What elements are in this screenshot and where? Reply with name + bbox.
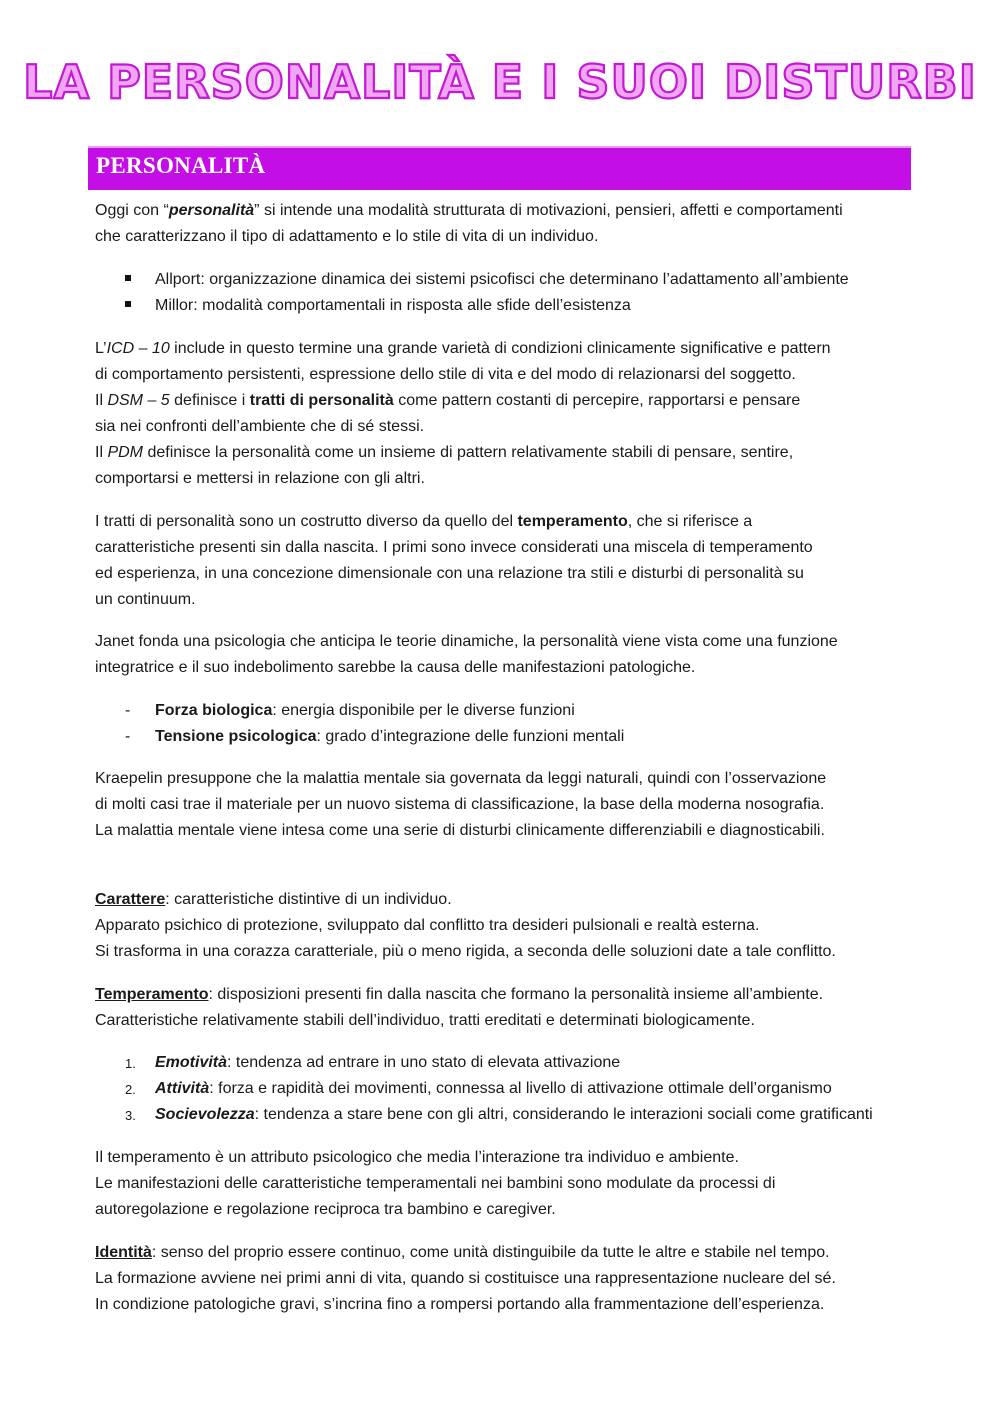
paragraph-line: ed esperienza, in una concezione dimensionale con una relazione tra stili e disturbi di personalità su bbox=[95, 565, 804, 582]
paragraph-line: Oggi con “personalità” si intende una modalità strutturata di motivazioni, pensieri, affetti e comportamenti bbox=[95, 202, 843, 219]
list-item: Forza biologica: energia disponibile per le diverse funzioni bbox=[155, 702, 575, 719]
term-temperamento: Temperamento bbox=[95, 986, 209, 1003]
paragraph-line: di comportamento persistenti, espressione dello stile di vita e del modo di relazionarsi del soggetto. bbox=[95, 366, 796, 383]
list-item: Allport: organizzazione dinamica dei sistemi psicofisci che determinano l’adattamento all’ambiente bbox=[155, 271, 849, 288]
list-item: Emotività: tendenza ad entrare in uno stato di elevata attivazione bbox=[155, 1054, 621, 1071]
bullet-square-icon bbox=[125, 267, 131, 293]
list-item: Socievolezza: tendenza a stare bene con gli altri, considerando le interazioni sociali come gratificanti bbox=[155, 1106, 873, 1123]
paragraph-line: caratteristiche presenti sin dalla nascita. I primi sono invece considerati una miscela di temperamento bbox=[95, 539, 813, 556]
term-identita: Identità bbox=[95, 1244, 152, 1261]
bullet-dash: - bbox=[125, 702, 131, 719]
list-item: Tensione psicologica: grado d’integrazione delle funzioni mentali bbox=[155, 728, 625, 745]
list-number: 3. bbox=[125, 1108, 136, 1123]
list-number: 2. bbox=[125, 1082, 136, 1097]
list-item: Attività: forza e rapidità dei movimenti, connessa al livello di attivazione ottimale dell’organismo bbox=[155, 1080, 832, 1097]
paragraph-line: sia nei confronti dell’ambiente che di sé stessi. bbox=[95, 418, 425, 435]
paragraph-line: Il PDM definisce la personalità come un insieme di pattern relativamente stabili di pensare, sentire, bbox=[95, 444, 794, 461]
paragraph-line: Janet fonda una psicologia che anticipa le teorie dinamiche, la personalità viene vista come una funzione bbox=[95, 633, 838, 650]
paragraph-line: integratrice e il suo indebolimento sarebbe la causa delle manifestazioni patologiche. bbox=[95, 659, 696, 676]
paragraph-line: autoregolazione e regolazione reciproca tra bambino e caregiver. bbox=[95, 1201, 556, 1218]
bullet-dash: - bbox=[125, 728, 131, 745]
paragraph-line: comportarsi e mettersi in relazione con gli altri. bbox=[95, 470, 425, 487]
paragraph-line: I tratti di personalità sono un costrutto diverso da quello del temperamento, che si riferisce a bbox=[95, 513, 753, 530]
paragraph-line: Il temperamento è un attributo psicologico che media l’interazione tra individuo e ambiente. bbox=[95, 1149, 739, 1166]
definition-line: Temperamento: disposizioni presenti fin dalla nascita che formano la personalità insieme all’ambiente. bbox=[95, 986, 824, 1003]
paragraph-line: Il DSM – 5 definisce i tratti di personalità come pattern costanti di percepire, rapportarsi e pensare bbox=[95, 392, 801, 409]
document-title: LA PERSONALITÀ E I SUOI DISTURBI bbox=[23, 55, 977, 109]
definition-line: Identità: senso del proprio essere continuo, come unità distinguibile da tutte le altre e stabile nel tempo. bbox=[95, 1244, 830, 1261]
paragraph-line: Apparato psichico di protezione, sviluppato dal conflitto tra desideri pulsionali e realtà esterna. bbox=[95, 917, 760, 934]
paragraph-line: L’ICD – 10 include in questo termine una grande varietà di condizioni clinicamente significative e pattern bbox=[95, 340, 831, 357]
section-header-bar bbox=[88, 146, 911, 190]
paragraph-line: Si trasforma in una corazza caratteriale, più o meno rigida, a seconda delle soluzioni date a tale conflitto. bbox=[95, 943, 836, 960]
paragraph-line: La malattia mentale viene intesa come una serie di disturbi clinicamente differenziabili e diagnosticabili. bbox=[95, 822, 825, 839]
paragraph-line: un continuum. bbox=[95, 591, 196, 608]
list-item: Millor: modalità comportamentali in risposta alle sfide dell’esistenza bbox=[155, 297, 631, 314]
paragraph-line: Caratteristiche relativamente stabili dell’individuo, tratti ereditati e determinati biologicamente. bbox=[95, 1012, 755, 1029]
term-carattere: Carattere bbox=[95, 891, 166, 908]
paragraph-line: Le manifestazioni delle caratteristiche temperamentali nei bambini sono modulate da processi di bbox=[95, 1175, 776, 1192]
list-number: 1. bbox=[125, 1056, 136, 1071]
paragraph-line: che caratterizzano il tipo di adattamento e lo stile di vita di un individuo. bbox=[95, 228, 599, 245]
paragraph-line: Kraepelin presuppone che la malattia mentale sia governata da leggi naturali, quindi con l’osservazione bbox=[95, 770, 827, 787]
paragraph-line: In condizione patologiche gravi, s’incrina fino a rompersi portando alla frammentazione dell’esperienza. bbox=[95, 1296, 825, 1313]
section-title: PERSONALITÀ bbox=[96, 153, 266, 178]
paragraph-line: La formazione avviene nei primi anni di vita, quando si costituisce una rappresentazione nucleare del sé. bbox=[95, 1270, 836, 1287]
definition-line: Carattere: caratteristiche distintive di un individuo. bbox=[95, 891, 452, 908]
bullet-square-icon bbox=[125, 293, 131, 319]
paragraph-line: di molti casi trae il materiale per un nuovo sistema di classificazione, la base della moderna nosografia. bbox=[95, 796, 825, 813]
